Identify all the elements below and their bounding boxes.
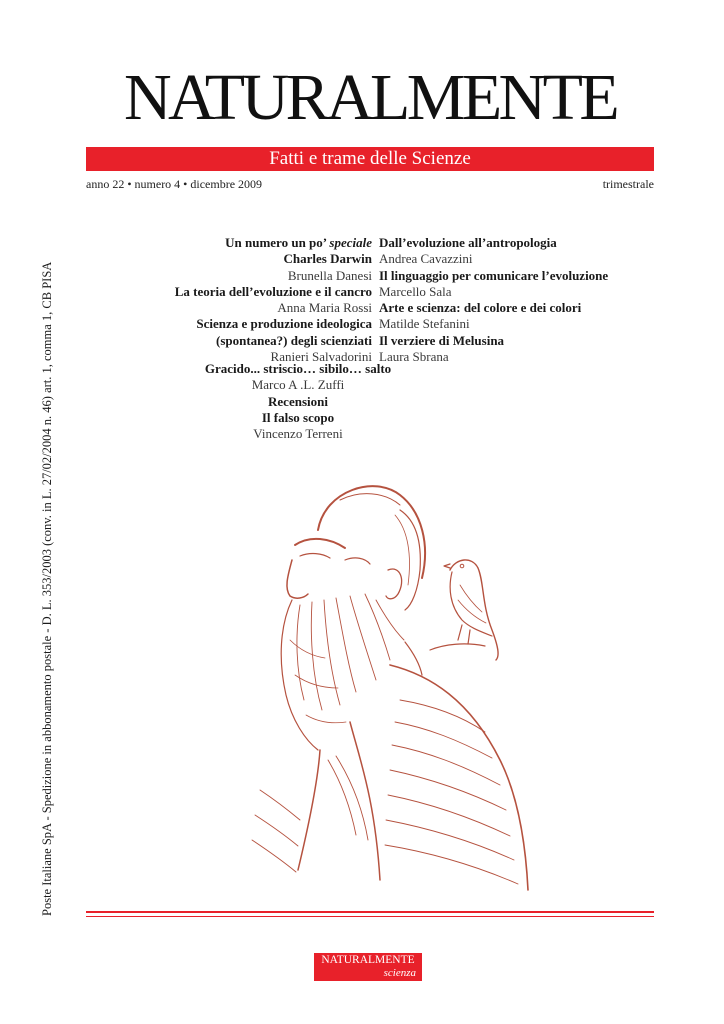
toc-entry-emphasis: speciale	[329, 235, 372, 250]
toc-entry-author: Laura Sbrana	[379, 349, 449, 365]
toc-entry-title: Il verziere di Melusina	[379, 332, 505, 348]
toc-entry-title: (spontanea?) degli scienziati	[216, 332, 372, 348]
toc-entry-title: Scienza e produzione ideologica	[196, 316, 372, 332]
footer-rule-thick	[86, 911, 654, 913]
darwin-portrait-illustration	[200, 460, 540, 900]
toc-right-column	[379, 235, 608, 365]
toc-entry-special	[175, 235, 372, 251]
footer-rule-thin	[86, 916, 654, 917]
toc-entry-title: Dall’evoluzione all’antropologia	[379, 235, 557, 250]
toc-entry-title: Arte e scienza: del colore e dei colori	[379, 300, 582, 316]
toc-entry-title: La teoria dell’evoluzione e il cancro	[174, 283, 372, 299]
toc-entry-author: Matilde Stefanini	[379, 316, 470, 332]
toc-entry-author: Marcello Sala	[379, 283, 452, 299]
subtitle-banner: Fatti e trame delle Scienze	[86, 147, 654, 171]
toc-entry-author: Andrea Cavazzini	[379, 251, 473, 267]
toc-entry-pre: Un numero un po’	[225, 235, 330, 250]
toc-entry-author: Ranieri Salvadorini	[270, 349, 372, 365]
toc-entry-title: Il falso scopo	[261, 409, 335, 425]
masthead-title: NATURALMENTE	[123, 61, 617, 134]
issue-frequency: trimestrale	[602, 177, 654, 191]
toc-entry-author: Brunella Danesi	[287, 267, 372, 283]
toc-center-column	[14, 361, 582, 442]
toc-entry-title: Gracido... striscio… sibilo… salto	[204, 361, 392, 376]
toc-entry-title: Recensioni	[268, 393, 328, 409]
toc-entry-title: Charles Darwin	[283, 251, 372, 267]
toc-entry-title: Il linguaggio per comunicare l’evoluzione	[379, 267, 609, 283]
toc-entry-author: Vincenzo Terreni	[253, 426, 343, 442]
logo-subtitle: scienza	[383, 967, 416, 979]
toc-left-column	[175, 235, 372, 365]
toc-entry-author: Marco A .L. Zuffi	[251, 377, 345, 393]
publisher-logo	[314, 953, 422, 981]
issue-info: anno 22 • numero 4 • dicembre 2009	[86, 177, 263, 191]
logo-title: NATURALMENTE	[321, 954, 415, 966]
toc-entry-author: Anna Maria Rossi	[277, 300, 372, 316]
postal-notice: Poste Italiane SpA - Spedizione in abbonamento postale - D. L. 353/2003 (conv. in L. 27/02/2004 n. 46) art. 1, comma 1, CB PISA	[40, 261, 54, 916]
